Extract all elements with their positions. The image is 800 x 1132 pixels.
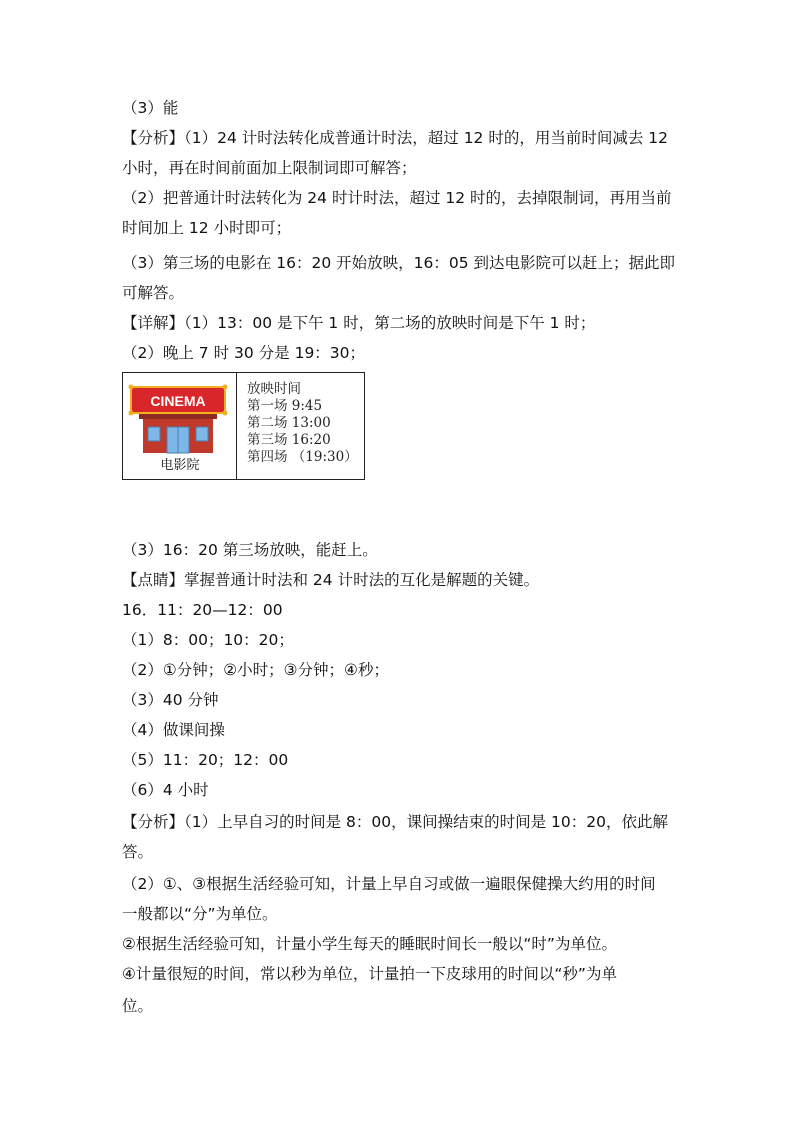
schedule-item: 第四场 （19:30） (247, 449, 358, 465)
text-line: 小时，再在时间前面加上限制词即可解答； (122, 159, 417, 177)
schedule-title: 放映时间 (247, 381, 301, 397)
cinema-schedule-figure (122, 372, 365, 480)
cinema-sign-text: CINEMA (150, 393, 206, 409)
text-line: （5）11：20；12：00 (122, 751, 289, 769)
text-line: （3）40 分钟 (122, 691, 219, 709)
text-line: 【分析】（1）24 计时法转化成普通计时法，超过 12 时的，用当前时间减去 12 (122, 129, 668, 147)
text-line: 16．11：20—12：00 (122, 601, 283, 619)
text-line: （1）8：00；10：20； (122, 631, 294, 649)
text-line: 一般都以“分”为单位。 (122, 905, 278, 923)
figure-caption: 电影院 (160, 458, 200, 473)
schedule-item: 第三场 16:20 (247, 432, 331, 448)
text-line: （3）能 (122, 99, 179, 117)
text-line: 位。 (122, 997, 154, 1015)
cinema-illustration (123, 373, 237, 479)
text-line: 答。 (122, 843, 154, 861)
text-line: ④计量很短的时间，常以秒为单位，计量拍一下皮球用的时间以“秒”为单 (122, 965, 617, 983)
text-line: 可解答。 (122, 284, 185, 302)
schedule-item: 第二场 13:00 (247, 415, 331, 431)
cinema-building-icon (123, 373, 235, 457)
text-line: 【分析】（1）上早自习的时间是 8：00，课间操结束的时间是 10：20，依此解 (122, 813, 668, 831)
text-line: （2）晚上 7 时 30 分是 19：30； (122, 344, 366, 362)
text-line: ②根据生活经验可知，计量小学生每天的睡眠时间长一般以“时”为单位。 (122, 935, 617, 953)
text-line: 【点睛】掌握普通计时法和 24 计时法的互化是解题的关键。 (122, 571, 540, 589)
schedule-list (247, 381, 358, 466)
text-line: 时间加上 12 小时即可； (122, 219, 292, 237)
text-line: （2）①、③根据生活经验可知，计量上早自习或做一遍眼保健操大约用的时间 (122, 875, 656, 893)
text-line: 【详解】（1）13：00 是下午 1 时，第二场的放映时间是下午 1 时； (122, 314, 596, 332)
text-line: （6）4 小时 (122, 781, 209, 799)
text-line: （2）①分钟；②小时；③分钟；④秒； (122, 661, 389, 679)
schedule-item: 第一场 9:45 (247, 398, 323, 414)
text-line: （3）16：20 第三场放映，能赶上。 (122, 541, 378, 559)
text-line: （2）把普通计时法转化为 24 时计时法，超过 12 时的，去掉限制词，再用当前 (122, 189, 672, 207)
text-line: （3）第三场的电影在 16：20 开始放映，16：05 到达电影院可以赶上；据此即 (122, 254, 676, 272)
text-line: （4）做课间操 (122, 721, 225, 739)
